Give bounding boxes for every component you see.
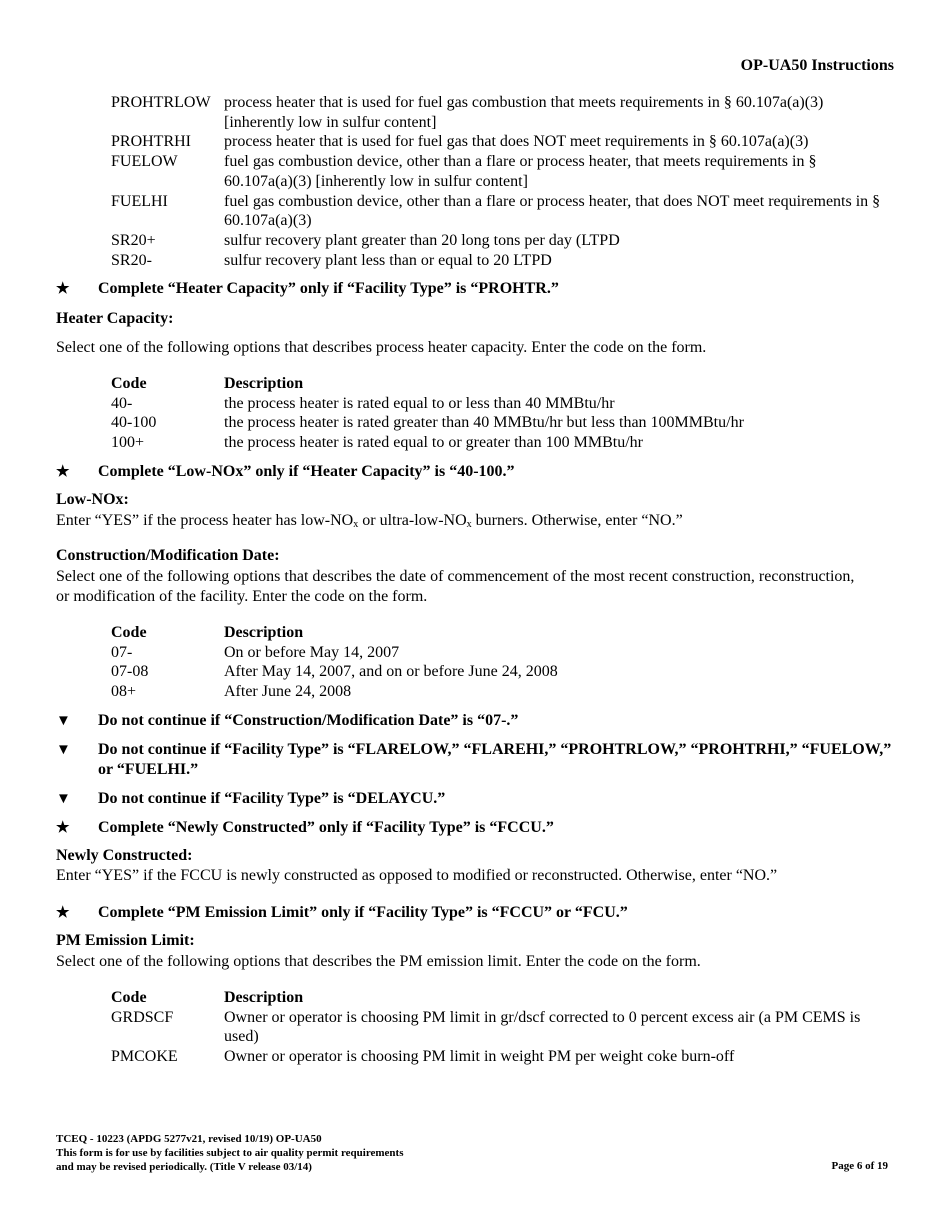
description-cell: sulfur recovery plant greater than 20 long tons per day (LTPD — [224, 231, 620, 249]
pm-emission-heading: PM Emission Limit: — [56, 932, 195, 949]
description-cell: the process heater is rated equal to or less than 40 MMBtu/hr — [224, 394, 615, 412]
code-cell: 40-100 — [111, 414, 157, 432]
table-row — [111, 251, 884, 271]
code-cell: 08+ — [111, 683, 137, 701]
table-row — [111, 394, 884, 414]
stop-instruction-delaycu — [56, 789, 898, 809]
description-cell: On or before May 14, 2007 — [224, 643, 400, 661]
instruction-text: Complete “PM Emission Limit” only if “Facility Type” is “FCCU” or “FCU.” — [98, 904, 628, 921]
star-icon: ★ — [56, 820, 70, 836]
description-cell: After May 14, 2007, and on or before June 24, 2008 — [224, 663, 558, 681]
code-cell: PMCOKE — [111, 1048, 178, 1066]
pm-emission-instruction — [56, 903, 898, 923]
table-row — [111, 152, 884, 191]
code-header: Code — [111, 989, 147, 1006]
description-header: Description — [224, 624, 304, 641]
instruction-text: Complete “Heater Capacity” only if “Facility Type” is “PROHTR.” — [98, 280, 559, 297]
footer-line: and may be revised periodically. (Title V release 03/14) — [56, 1161, 312, 1174]
instruction-text: Complete “Newly Constructed” only if “Facility Type” is “FCCU.” — [98, 819, 554, 836]
low-nox-instruction — [56, 462, 898, 482]
construction-heading: Construction/Modification Date: — [56, 547, 280, 564]
newly-constructed-heading: Newly Constructed: — [56, 847, 193, 864]
footer-line: TCEQ - 10223 (APDG 5277v21, revised 10/19) OP-UA50 — [56, 1133, 322, 1145]
triangle-down-icon: ▼ — [56, 713, 71, 729]
code-cell: 07-08 — [111, 663, 149, 681]
newly-constructed-text: Enter “YES” if the FCCU is newly constructed as opposed to modified or reconstructed. Otherwise, enter “NO.” — [56, 867, 778, 884]
instruction-text: Do not continue if “Facility Type” is “FLARELOW,” “FLAREHI,” “PROHTRLOW,” “PROHTRHI,” “FUELOW,” or “FUELHI.” — [98, 741, 892, 778]
code-cell: PROHTRHI — [111, 133, 192, 151]
code-cell: 07- — [111, 643, 133, 661]
low-nox-text: Enter “YES” if the process heater has low-$NO_x$ or ultra-$low-NO_x$ burners. Otherwise, enter “NO.” — [56, 512, 683, 530]
form-footer — [56, 1132, 404, 1175]
table-row — [111, 1047, 884, 1067]
instruction-text: Do not continue if “Facility Type” is “DELAYCU.” — [98, 790, 446, 807]
pm-emission-intro: Select one of the following options that describes the PM emission limit. Enter the code on the form. — [56, 953, 701, 970]
code-header: Code — [111, 624, 147, 641]
table-row — [111, 93, 884, 132]
code-cell: SR20+ — [111, 231, 156, 249]
description-cell: sulfur recovery plant less than or equal to 20 LTPD — [224, 251, 552, 269]
page-number: Page 6 of 19 — [831, 1160, 888, 1172]
description-cell: Owner or operator is choosing PM limit in gr/dscf corrected to 0 percent excess air (a PM CEMS is used) — [224, 1008, 861, 1046]
facility-type-table — [111, 93, 884, 270]
pm-emission-table — [111, 988, 884, 1067]
heater-capacity-intro: Select one of the following options that describes process heater capacity. Enter the code on the form. — [56, 339, 707, 356]
instruction-text: Do not continue if “Construction/Modification Date” is “07-.” — [98, 712, 519, 729]
star-icon: ★ — [56, 905, 70, 921]
table-row — [111, 413, 884, 433]
description-cell: the process heater is rated greater than 40 MMBtu/hr but less than 100MMBtu/hr — [224, 414, 744, 432]
triangle-down-icon: ▼ — [56, 742, 71, 758]
description-cell: process heater that is used for fuel gas that does NOT meet requirements in § 60.107a(a)(3) — [224, 133, 809, 151]
code-cell: 40- — [111, 394, 133, 412]
description-cell: the process heater is rated equal to or greater than 100 MMBtu/hr — [224, 434, 643, 452]
triangle-down-icon: ▼ — [56, 791, 71, 807]
code-cell: GRDSCF — [111, 1008, 174, 1026]
table-row — [111, 643, 884, 663]
table-row — [111, 231, 884, 251]
newly-constructed-instruction — [56, 818, 898, 838]
heater-capacity-heading: Heater Capacity: — [56, 310, 174, 327]
construction-date-table — [111, 623, 884, 702]
code-cell: FUELHI — [111, 192, 168, 210]
stop-instruction-date — [56, 711, 898, 731]
description-cell: process heater that is used for fuel gas combustion that meets requirements in § 60.107a(a)(3) [inherently low in sulfur content] — [224, 94, 824, 131]
table-row — [111, 1008, 884, 1047]
description-cell: Owner or operator is choosing PM limit in weight PM per weight coke burn-off — [224, 1048, 735, 1066]
low-nox-heading: Low-NOx: — [56, 491, 129, 508]
description-header: Description — [224, 375, 304, 392]
code-cell: 100+ — [111, 434, 145, 452]
table-row — [111, 433, 884, 453]
description-cell: fuel gas combustion device, other than a flare or process heater, that meets requirements in § 60.107a(a)(3) [inherently low in sulfur content] — [224, 153, 817, 190]
document-title: OP-UA50 Instructions — [740, 57, 894, 74]
construction-intro: Select one of the following options that describes the date of commencement of the most recent construction, reconstruction, or modification of the facility. Enter the code on the form. — [56, 568, 855, 605]
table-row — [111, 682, 884, 702]
table-header — [111, 623, 884, 643]
description-cell: fuel gas combustion device, other than a flare or process heater, that does NOT meet requirements in § 60.107a(a)(3) — [224, 192, 881, 230]
footer-line: This form is for use by facilities subject to air quality permit requirements — [56, 1147, 404, 1160]
code-cell: PROHTRLOW — [111, 94, 211, 111]
instruction-text: Complete “Low-NOx” only if “Heater Capacity” is “40-100.” — [98, 463, 515, 480]
heater-capacity-table — [111, 374, 884, 453]
heater-capacity-instruction — [56, 279, 898, 299]
table-row — [111, 192, 884, 231]
description-cell: After June 24, 2008 — [224, 683, 352, 701]
table-row — [111, 662, 884, 682]
description-header: Description — [224, 989, 304, 1006]
star-icon: ★ — [56, 464, 70, 480]
table-row — [111, 132, 884, 152]
code-cell: SR20- — [111, 251, 152, 269]
star-icon: ★ — [56, 281, 70, 297]
table-header — [111, 374, 884, 394]
code-header: Code — [111, 375, 147, 392]
stop-instruction-facility — [56, 740, 898, 780]
code-cell: FUELOW — [111, 153, 178, 171]
table-header — [111, 988, 884, 1008]
